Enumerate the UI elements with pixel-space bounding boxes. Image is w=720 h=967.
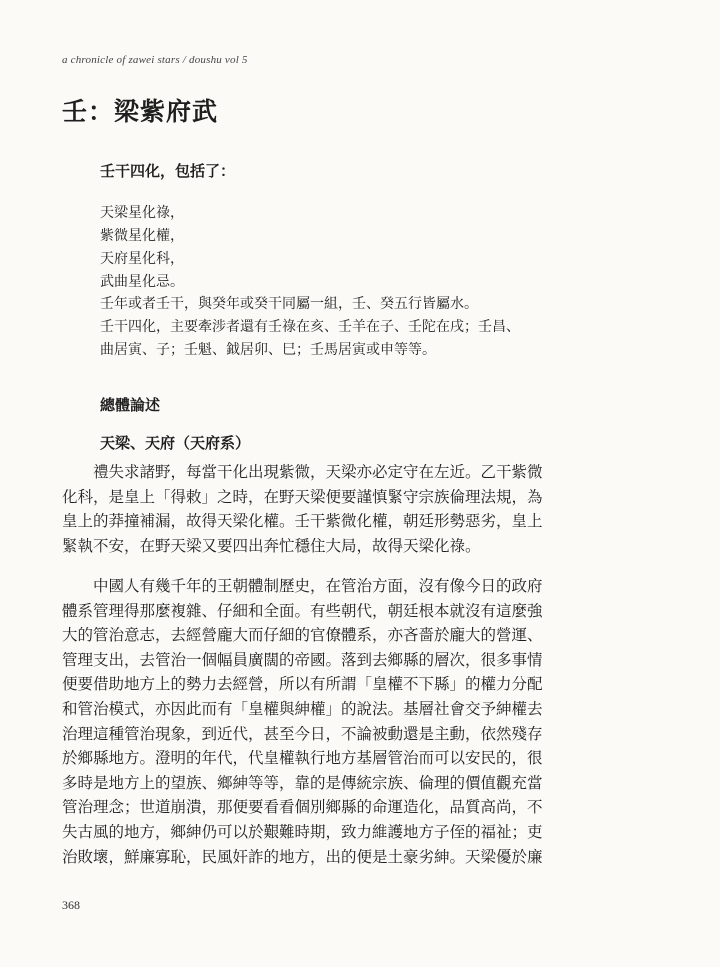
text-line: 管治理念；世道崩潰，那便要看看個別鄉縣的命運造化，品質高尚，不	[62, 798, 543, 817]
list-item: 紫微星化權，	[100, 228, 184, 244]
paragraph-2	[62, 574, 668, 869]
transformation-list	[100, 202, 184, 294]
text-line: 曲居寅、子；壬魁、鉞居卯、巳；壬馬居寅或申等等。	[100, 342, 436, 358]
text-line: 中國人有幾千年的王朝體制歷史，在管治方面，沒有像今日的政府	[62, 577, 543, 595]
list-item: 天梁星化祿，	[100, 205, 184, 221]
text-line: 緊執不安，在野天梁又要四出奔忙穩住大局，故得天梁化祿。	[62, 536, 481, 555]
list-item: 天府星化科，	[100, 251, 184, 267]
text-line: 失古風的地方，鄉紳仍可以於艱難時期，致力維護地方子侄的福祉；吏	[62, 822, 543, 841]
text-line: 化科，是皇上「得敕」之時，在野天梁便要謹慎緊守宗族倫理法規，為	[62, 487, 543, 506]
text-line: 便要借助地方上的勢力去經營，所以有所謂「皇權不下縣」的權力分配	[62, 675, 543, 694]
text-line: 於鄉縣地方。澄明的年代，代皇權執行地方基層管治而可以安民的，很	[62, 749, 543, 768]
text-line: 皇上的莽撞補漏，故得天梁化權。壬干紫微化權，朝廷形勢惡劣，皇上	[62, 512, 543, 531]
text-line: 治敗壞，鮮廉寡恥，民風奸詐的地方，出的便是土豪劣紳。天梁優於廉	[62, 847, 543, 866]
text-line: 壬干四化，主要牽涉者還有壬祿在亥、壬羊在子、壬陀在戌；壬昌、	[100, 319, 520, 335]
chapter-title: 壬：梁紫府武	[62, 97, 219, 126]
intro-paragraph	[100, 293, 640, 362]
text-line: 體系管理得那麼複雜、仔細和全面。有些朝代，朝廷根本就沒有這麼強	[62, 601, 543, 620]
four-transformations-heading: 壬干四化，包括了：	[100, 162, 236, 180]
text-line: 多時是地方上的望族、鄉紳等等，靠的是傳統宗族、倫理的價值觀充當	[62, 773, 543, 792]
text-line: 治理這種管治現象，到近代，甚至今日，不論被動還是主動，依然殘存	[62, 724, 543, 743]
text-line: 和管治模式，亦因此而有「皇權與紳權」的說法。基層社會交予紳權去	[62, 699, 543, 718]
text-line: 禮失求諸野，每當干化出現紫微，天梁亦必定守在左近。乙干紫微	[62, 463, 543, 481]
page-number: 368	[62, 898, 80, 912]
running-head: a chronicle of zawei stars / doushu vol 5	[62, 54, 248, 66]
section-heading: 天梁、天府（天府系）	[100, 434, 251, 452]
overview-heading: 總體論述	[100, 396, 161, 414]
paragraph-1	[62, 460, 668, 558]
text-line: 大的管治意志，去經營龐大而仔細的官僚體系，亦吝嗇於龐大的營運、	[62, 626, 543, 645]
text-line: 管理支出，去管治一個幅員廣闊的帝國。落到去鄉縣的層次，很多事情	[62, 650, 543, 669]
text-line: 壬年或者壬干，與癸年或癸干同屬一組，壬、癸五行皆屬水。	[100, 296, 478, 312]
list-item: 武曲星化忌。	[100, 274, 184, 290]
